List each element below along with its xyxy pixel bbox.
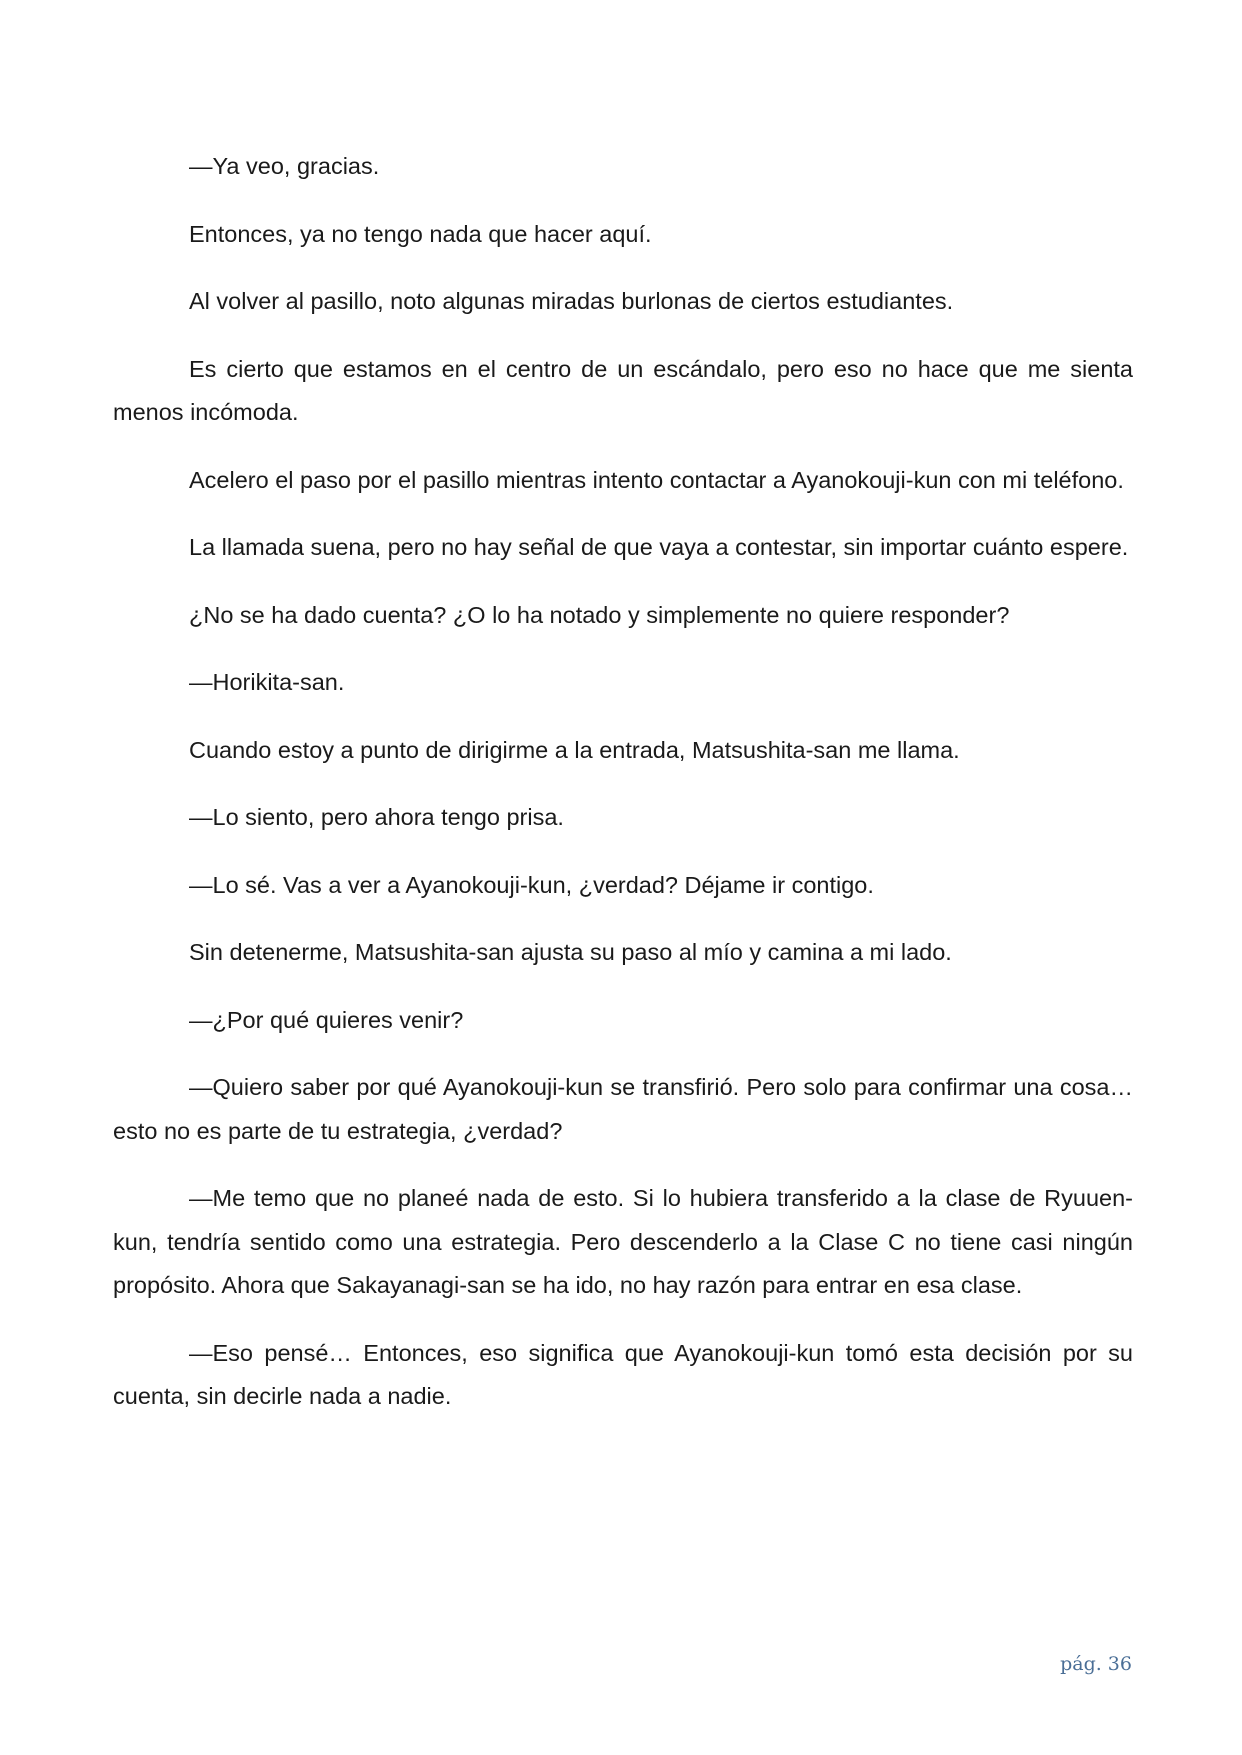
paragraph: —Horikita-san. bbox=[189, 669, 345, 695]
paragraph: —Lo sé. Vas a ver a Ayanokouji-kun, ¿verdad? Déjame ir contigo. bbox=[189, 871, 874, 898]
body-text bbox=[113, 145, 1133, 1443]
paragraph: —Quiero saber por qué Ayanokouji-kun se transfirió. Pero solo para confirmar una cosa… esto no es parte de tu estrategia, ¿verdad? bbox=[113, 1074, 1133, 1144]
paragraph: Entonces, ya no tengo nada que hacer aquí. bbox=[189, 220, 652, 247]
paragraph: Es cierto que estamos en el centro de un escándalo, pero eso no hace que me sienta menos incómoda. bbox=[113, 355, 1133, 425]
paragraph: —Ya veo, gracias. bbox=[189, 153, 380, 179]
paragraph: Sin detenerme, Matsushita-san ajusta su paso al mío y camina a mi lado. bbox=[189, 939, 952, 965]
paragraph: —Lo siento, pero ahora tengo prisa. bbox=[189, 804, 564, 830]
page-number: pág. 36 bbox=[1060, 1653, 1132, 1675]
paragraph: —¿Por qué quieres venir? bbox=[189, 1006, 464, 1033]
paragraph: Al volver al pasillo, noto algunas miradas burlonas de ciertos estudiantes. bbox=[189, 288, 954, 314]
paragraph: Cuando estoy a punto de dirigirme a la entrada, Matsushita-san me llama. bbox=[189, 736, 960, 763]
paragraph: La llamada suena, pero no hay señal de que vaya a contestar, sin importar cuánto espere. bbox=[189, 534, 1129, 560]
paragraph: —Eso pensé… Entonces, eso significa que Ayanokouji-kun tomó esta decisión por su cuenta, sin decirle nada a nadie. bbox=[113, 1339, 1133, 1409]
paragraph: —Me temo que no planeé nada de esto. Si lo hubiera transferido a la clase de Ryuuen-kun, tendría sentido como una estrategia. Pero descenderlo a la Clase C no tiene casi ningún propósito. Ahora que Sakayanagi-san se ha ido, no hay razón para entrar en esa clase. bbox=[113, 1185, 1133, 1298]
paragraph: ¿No se ha dado cuenta? ¿O lo ha notado y simplemente no quiere responder? bbox=[189, 601, 1010, 628]
paragraph: Acelero el paso por el pasillo mientras intento contactar a Ayanokouji-kun con mi teléfono. bbox=[189, 466, 1124, 493]
